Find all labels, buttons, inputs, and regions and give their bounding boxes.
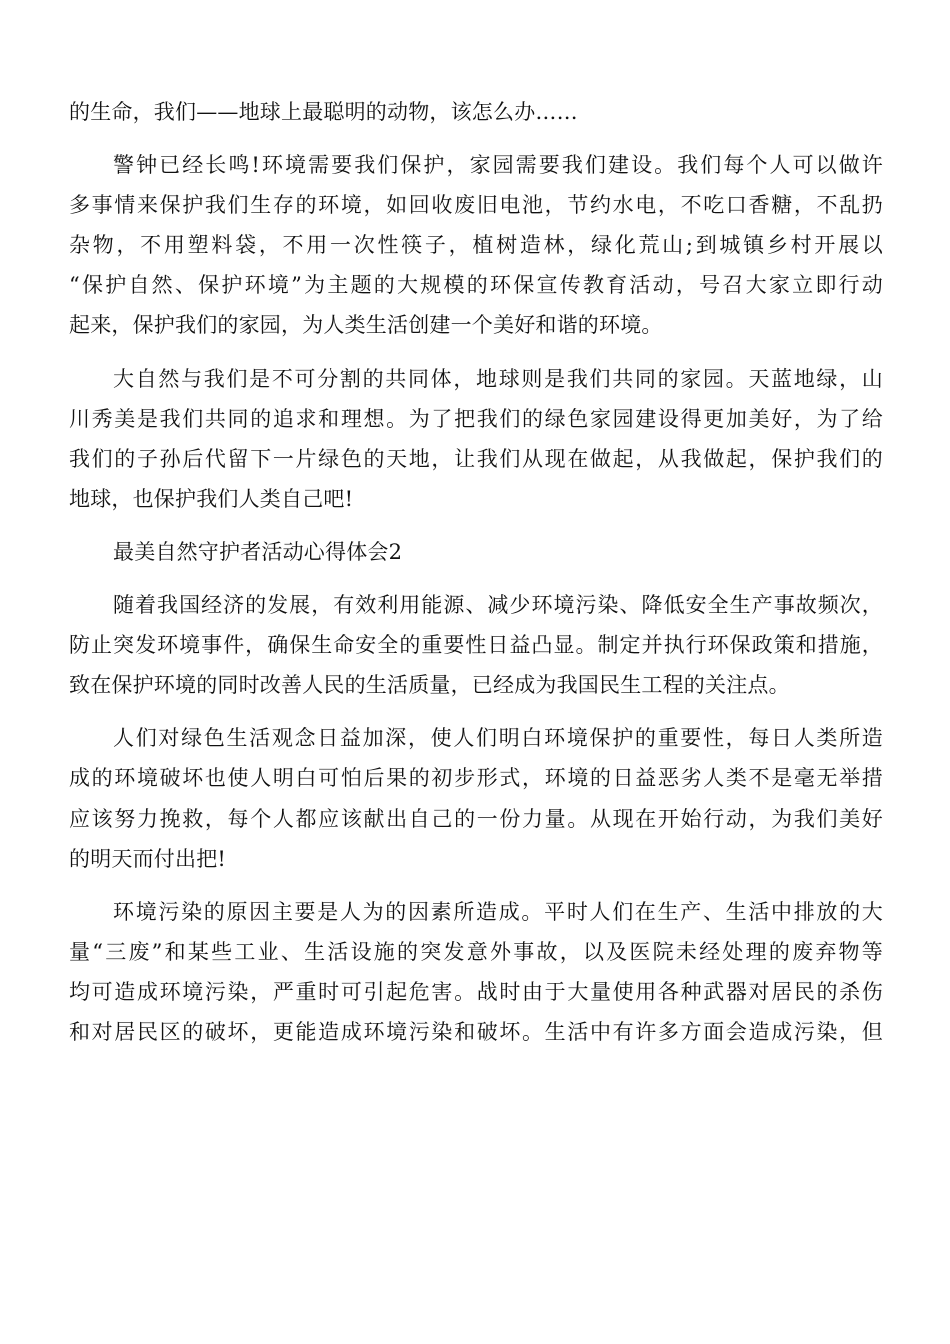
text-line: 的生命，我们——地球上最聪明的动物，该怎么办…… <box>69 100 578 124</box>
paragraph-warning-bell <box>69 145 883 345</box>
paragraph-green-living <box>69 718 883 878</box>
text-line: 川秀美是我们共同的追求和理想。为了把我们的绿色家园建设得更加美好，为了给 <box>69 406 883 431</box>
section-title: 最美自然守护者活动心得体会2 <box>113 539 403 564</box>
text-line: 人们对绿色生活观念日益加深，使人们明白环境保护的重要性，每日人类所造 <box>113 726 883 751</box>
text-line: 警钟已经长鸣!环境需要我们保护，家园需要我们建设。我们每个人可以做许 <box>113 153 883 178</box>
text-line: 大自然与我们是不可分割的共同体，地球则是我们共同的家园。天蓝地绿，山 <box>113 366 883 391</box>
text-line: 环境污染的原因主要是人为的因素所造成。平时人们在生产、生活中排放的大 <box>113 899 883 924</box>
paragraph-continuation <box>69 92 883 132</box>
document-body <box>69 92 883 1052</box>
text-line: 和对居民区的破坏，更能造成环境污染和破坏。生活中有许多方面会造成污染，但 <box>69 1019 883 1044</box>
text-line: 量“三废”和某些工业、生活设施的突发意外事故，以及医院未经处理的废弃物等 <box>69 939 883 964</box>
text-line: 应该努力挽救，每个人都应该献出自己的一份力量。从现在开始行动，为我们美好 <box>69 806 883 831</box>
text-line: 随着我国经济的发展，有效利用能源、减少环境污染、降低安全生产事故频次， <box>113 593 883 618</box>
text-line: 地球，也保护我们人类自己吧! <box>69 486 354 511</box>
paragraph-nature-community <box>69 359 883 519</box>
paragraph-economic-development <box>69 585 883 705</box>
section-heading <box>69 532 883 572</box>
text-line: 成的环境破坏也使人明白可怕后果的初步形式，环境的日益恶劣人类不是毫无举措 <box>69 766 883 791</box>
text-line: 防止突发环境事件，确保生命安全的重要性日益凸显。制定并执行环保政策和措施， <box>69 633 883 658</box>
text-line: 多事情来保护我们生存的环境，如回收废旧电池，节约水电，不吃口香糖，不乱扔 <box>69 193 883 218</box>
text-line: 致在保护环境的同时改善人民的生活质量，已经成为我国民生工程的关注点。 <box>69 673 790 698</box>
text-line: 我们的子孙后代留下一片绿色的天地，让我们从现在做起，从我做起，保护我们的 <box>69 446 883 471</box>
paragraph-pollution-causes <box>69 892 883 1052</box>
text-line: 杂物，不用塑料袋，不用一次性筷子，植树造林，绿化荒山;到城镇乡村开展以 <box>69 233 883 258</box>
text-line: 的明天而付出把! <box>69 846 227 871</box>
text-line: “保护自然、保护环境”为主题的大规模的环保宣传教育活动，号召大家立即行动 <box>69 273 883 298</box>
text-line: 均可造成环境污染，严重时可引起危害。战时由于大量使用各种武器对居民的杀伤 <box>69 979 883 1004</box>
text-line: 起来，保护我们的家园，为人类生活创建一个美好和谐的环境。 <box>69 313 663 338</box>
